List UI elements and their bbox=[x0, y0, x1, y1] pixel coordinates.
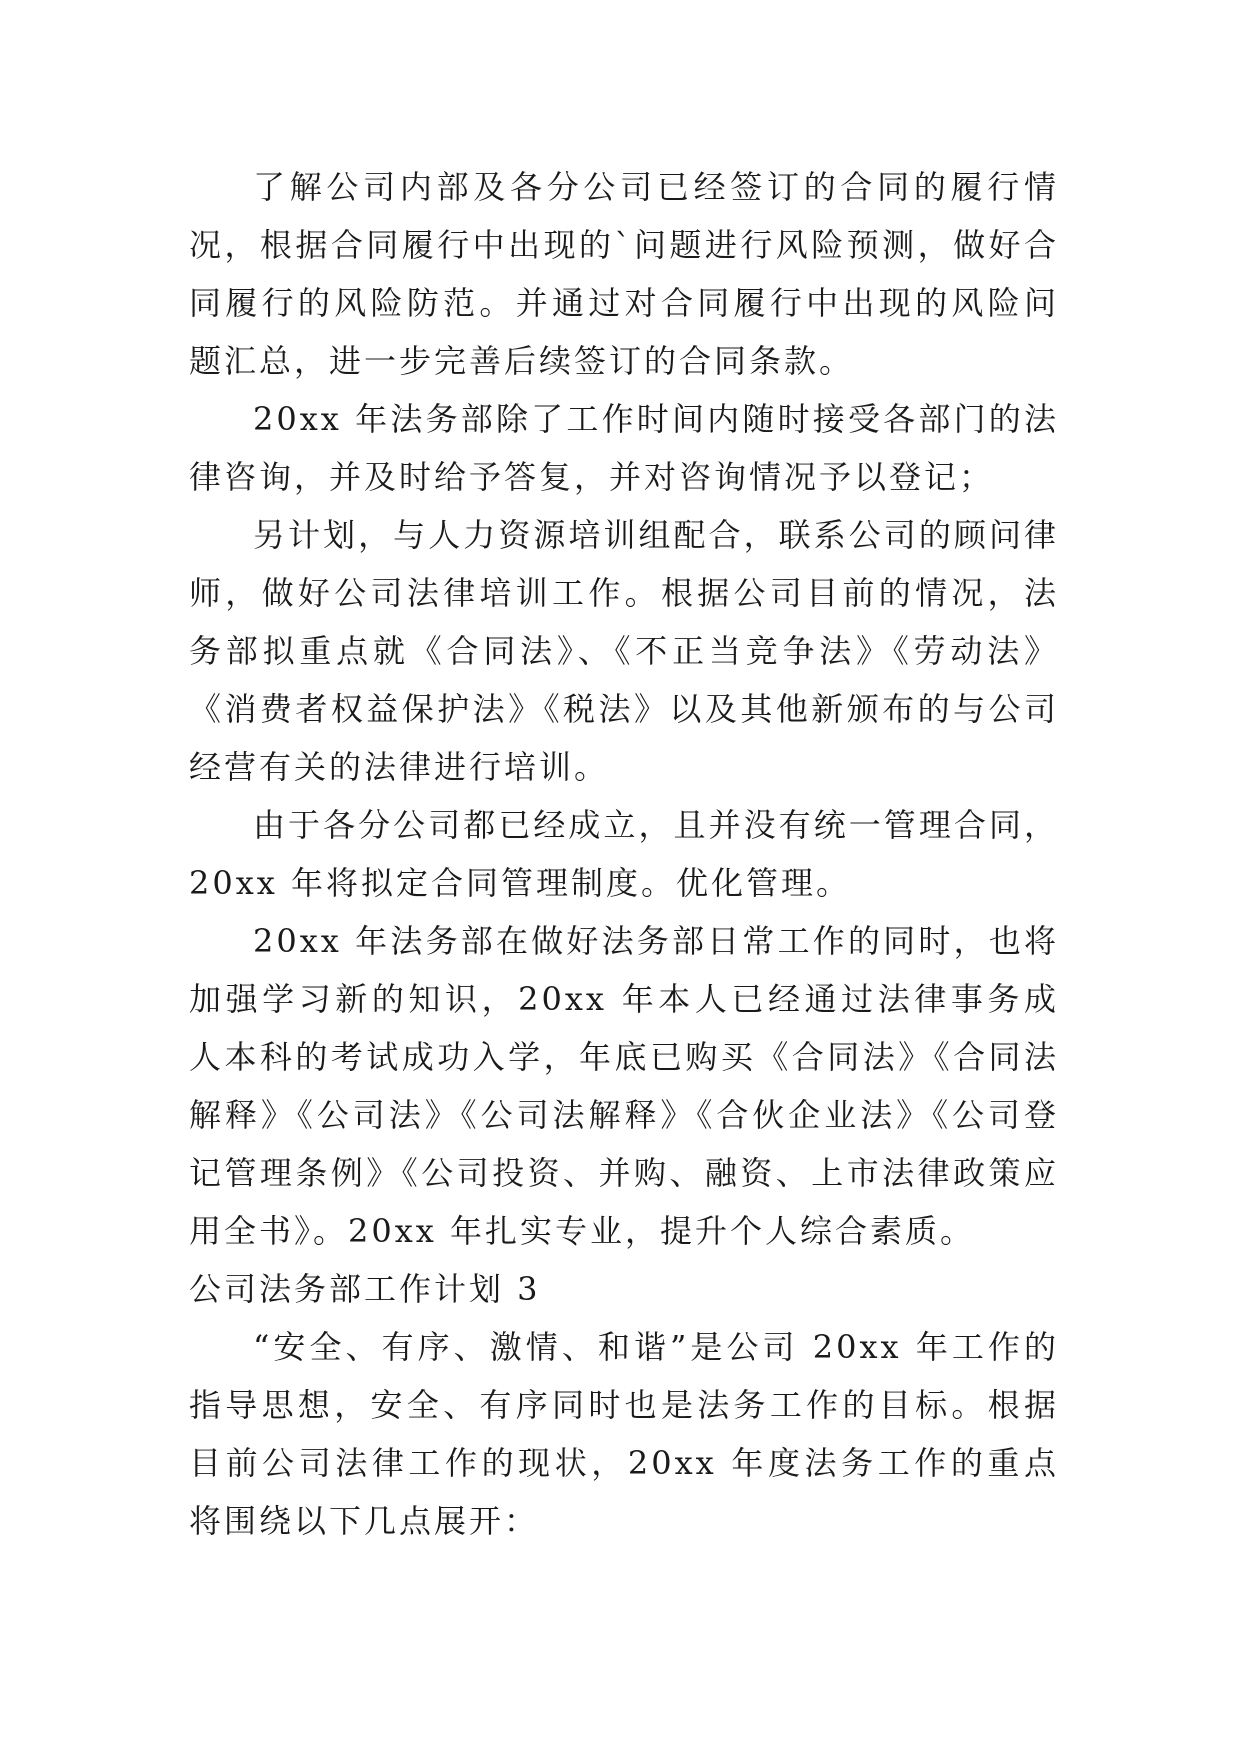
section-heading: 公司法务部工作计划 3 bbox=[189, 1270, 541, 1308]
paragraph-contract-management: 由于各分公司都已经成立，且并没有统一管理合同，20xx 年将拟定合同管理制度。优化管理。 bbox=[189, 806, 1059, 902]
paragraph-legal-training: 另计划，与人力资源培训组配合，联系公司的顾问律师，做好公司法律培训工作。根据公司目前的情况，法务部拟重点就《合同法》、《不正当竞争法》《劳动法》《消费者权益保护法》《税法》以及其他新颁布的与公司经营有关的法律进行培训。 bbox=[189, 516, 1059, 786]
paragraph-self-study: 20xx 年法务部在做好法务部日常工作的同时，也将加强学习新的知识，20xx 年本人已经通过法律事务成人本科的考试成功入学，年底已购买《合同法》《合同法解释》《公司法》《公司法解释》《合伙企业法》《公司登记管理条例》《公司投资、并购、融资、上市法律政策应用全书》。20xx 年扎实专业，提升个人综合素质。 bbox=[189, 922, 1059, 1250]
paragraph-guiding-thought: “安全、有序、激情、和谐”是公司 20xx 年工作的指导思想，安全、有序同时也是法务工作的目标。根据目前公司法律工作的现状，20xx 年度法务工作的重点将围绕以下几点展开： bbox=[189, 1328, 1059, 1540]
document-body bbox=[189, 158, 1059, 1550]
paragraph-legal-consultation: 20xx 年法务部除了工作时间内随时接受各部门的法律咨询，并及时给予答复，并对咨询情况予以登记； bbox=[189, 400, 1059, 496]
paragraph-contract-performance: 了解公司内部及各分公司已经签订的合同的履行情况，根据合同履行中出现的`问题进行风险预测，做好合同履行的风险防范。并通过对合同履行中出现的风险问题汇总，进一步完善后续签订的合同条款。 bbox=[189, 168, 1059, 380]
